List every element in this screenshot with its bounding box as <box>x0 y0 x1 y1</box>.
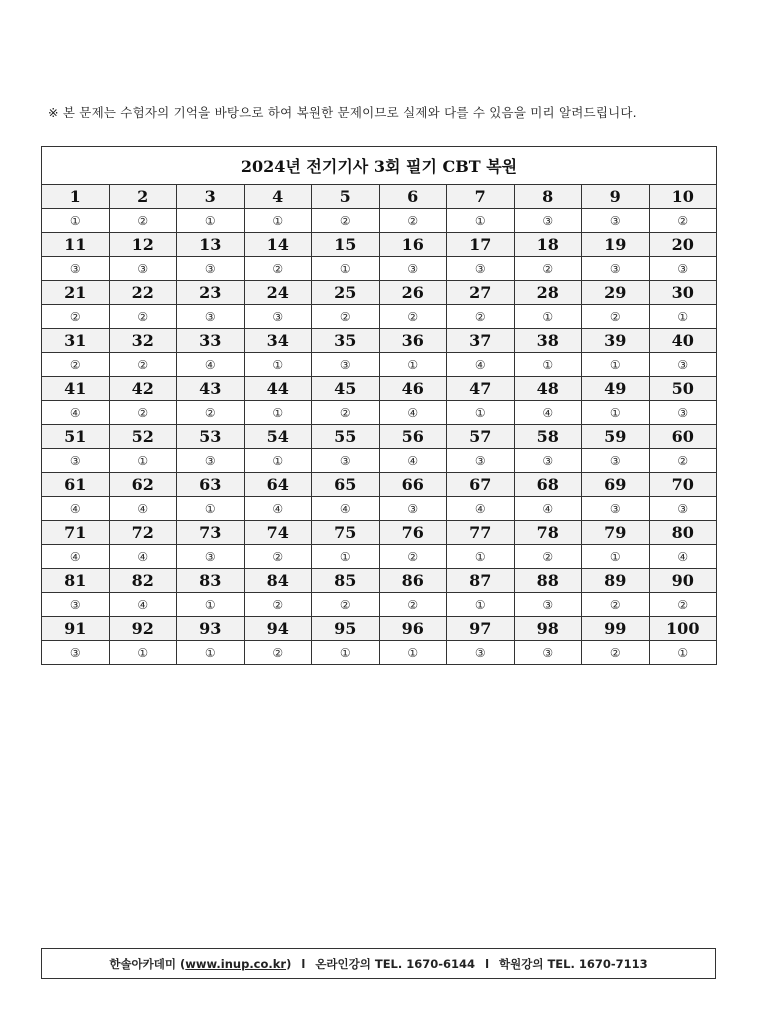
question-number-cell: 42 <box>109 377 177 401</box>
question-number-cell: 58 <box>514 425 582 449</box>
question-number-cell: 34 <box>244 329 312 353</box>
answer-cell: ③ <box>379 257 447 281</box>
question-number-cell: 61 <box>42 473 110 497</box>
answer-cell: ② <box>514 545 582 569</box>
answer-row <box>42 353 717 377</box>
answer-cell: ① <box>177 593 245 617</box>
answer-cell: ① <box>312 641 380 665</box>
question-number-cell: 9 <box>582 185 650 209</box>
answer-cell: ② <box>244 593 312 617</box>
question-number-cell: 35 <box>312 329 380 353</box>
answer-cell: ① <box>379 353 447 377</box>
answer-cell: ② <box>649 593 717 617</box>
answer-cell: ③ <box>514 593 582 617</box>
question-number-row <box>42 329 717 353</box>
answer-cell: ④ <box>244 497 312 521</box>
answer-cell: ① <box>514 353 582 377</box>
question-number-cell: 90 <box>649 569 717 593</box>
answer-cell: ③ <box>649 257 717 281</box>
answer-cell: ③ <box>514 449 582 473</box>
question-number-cell: 87 <box>447 569 515 593</box>
answer-cell: ② <box>312 305 380 329</box>
question-number-cell: 6 <box>379 185 447 209</box>
answer-cell: ④ <box>379 449 447 473</box>
answer-cell: ① <box>177 209 245 233</box>
answer-cell: ② <box>312 401 380 425</box>
answer-cell: ① <box>312 545 380 569</box>
question-number-cell: 46 <box>379 377 447 401</box>
answer-cell: ③ <box>244 305 312 329</box>
answer-cell: ④ <box>514 497 582 521</box>
question-number-cell: 41 <box>42 377 110 401</box>
question-number-cell: 32 <box>109 329 177 353</box>
answer-cell: ① <box>42 209 110 233</box>
question-number-cell: 11 <box>42 233 110 257</box>
question-number-row <box>42 617 717 641</box>
question-number-cell: 3 <box>177 185 245 209</box>
answer-cell: ② <box>514 257 582 281</box>
question-number-cell: 68 <box>514 473 582 497</box>
question-number-cell: 91 <box>42 617 110 641</box>
footer-website-link[interactable]: www.inup.co.kr <box>185 956 287 971</box>
answer-cell: ① <box>649 641 717 665</box>
answer-cell: ④ <box>42 401 110 425</box>
question-number-cell: 14 <box>244 233 312 257</box>
question-number-row <box>42 281 717 305</box>
answer-cell: ② <box>582 593 650 617</box>
question-number-cell: 72 <box>109 521 177 545</box>
question-number-row <box>42 473 717 497</box>
question-number-cell: 73 <box>177 521 245 545</box>
question-number-cell: 97 <box>447 617 515 641</box>
question-number-cell: 49 <box>582 377 650 401</box>
answer-cell: ③ <box>582 257 650 281</box>
answer-cell: ② <box>109 401 177 425</box>
question-number-cell: 80 <box>649 521 717 545</box>
question-number-cell: 53 <box>177 425 245 449</box>
question-number-cell: 82 <box>109 569 177 593</box>
answer-cell: ③ <box>42 593 110 617</box>
question-number-cell: 77 <box>447 521 515 545</box>
question-number-cell: 52 <box>109 425 177 449</box>
answer-cell: ③ <box>42 641 110 665</box>
answer-cell: ② <box>379 593 447 617</box>
question-number-row <box>42 569 717 593</box>
question-number-cell: 25 <box>312 281 380 305</box>
question-number-cell: 22 <box>109 281 177 305</box>
answer-cell: ④ <box>379 401 447 425</box>
footer-separator: l <box>485 956 490 971</box>
answer-cell: ③ <box>312 449 380 473</box>
question-number-cell: 16 <box>379 233 447 257</box>
answer-cell: ④ <box>109 497 177 521</box>
answer-cell: ① <box>447 401 515 425</box>
answer-cell: ① <box>447 593 515 617</box>
answer-cell: ④ <box>312 497 380 521</box>
question-number-cell: 17 <box>447 233 515 257</box>
answer-key-table <box>41 146 717 665</box>
answer-row <box>42 449 717 473</box>
answer-cell: ③ <box>582 497 650 521</box>
question-number-cell: 63 <box>177 473 245 497</box>
question-number-cell: 30 <box>649 281 717 305</box>
answer-cell: ② <box>379 545 447 569</box>
question-number-cell: 45 <box>312 377 380 401</box>
answer-row <box>42 209 717 233</box>
question-number-cell: 70 <box>649 473 717 497</box>
footer-online-phone: 온라인강의 TEL. 1670-6144 <box>315 956 476 971</box>
answer-cell: ② <box>244 641 312 665</box>
answer-cell: ④ <box>447 497 515 521</box>
question-number-cell: 10 <box>649 185 717 209</box>
table-title: 2024년 전기기사 3회 필기 CBT 복원 <box>42 147 717 185</box>
answer-cell: ③ <box>649 401 717 425</box>
question-number-row <box>42 233 717 257</box>
question-number-cell: 23 <box>177 281 245 305</box>
question-number-cell: 19 <box>582 233 650 257</box>
footer-bar: 한솔아카데미 ( www.inup.co.kr ) l 온라인강의 TEL. 1670-6144 l 학원강의 TEL. 1670-7113 <box>41 948 716 979</box>
answer-cell: ④ <box>177 353 245 377</box>
answer-cell: ① <box>379 641 447 665</box>
disclaimer-notice: ※ 본 문제는 수험자의 기억을 바탕으로 하여 복원한 문제이므로 실제와 다를 수 있음을 미리 알려드립니다. <box>48 105 637 120</box>
answer-cell: ① <box>177 497 245 521</box>
answer-cell: ② <box>177 401 245 425</box>
question-number-row <box>42 185 717 209</box>
question-number-cell: 56 <box>379 425 447 449</box>
answer-row <box>42 401 717 425</box>
question-number-row <box>42 425 717 449</box>
question-number-cell: 38 <box>514 329 582 353</box>
question-number-cell: 31 <box>42 329 110 353</box>
question-number-cell: 88 <box>514 569 582 593</box>
answer-cell: ① <box>109 449 177 473</box>
question-number-cell: 89 <box>582 569 650 593</box>
footer-academy: 한솔아카데미 <box>109 956 176 971</box>
question-number-cell: 7 <box>447 185 515 209</box>
question-number-cell: 27 <box>447 281 515 305</box>
question-number-cell: 71 <box>42 521 110 545</box>
question-number-cell: 29 <box>582 281 650 305</box>
answer-cell: ③ <box>109 257 177 281</box>
footer-separator: l <box>301 956 306 971</box>
question-number-cell: 4 <box>244 185 312 209</box>
answer-cell: ② <box>109 209 177 233</box>
answer-cell: ① <box>582 545 650 569</box>
question-number-cell: 86 <box>379 569 447 593</box>
answer-cell: ③ <box>649 497 717 521</box>
answer-cell: ① <box>244 401 312 425</box>
question-number-cell: 84 <box>244 569 312 593</box>
answer-cell: ③ <box>582 209 650 233</box>
answer-cell: ④ <box>42 545 110 569</box>
question-number-cell: 24 <box>244 281 312 305</box>
question-number-cell: 75 <box>312 521 380 545</box>
answer-row <box>42 593 717 617</box>
answer-cell: ③ <box>447 257 515 281</box>
answer-cell: ③ <box>42 449 110 473</box>
answer-cell: ① <box>582 401 650 425</box>
answer-row <box>42 257 717 281</box>
answer-cell: ④ <box>42 497 110 521</box>
question-number-cell: 37 <box>447 329 515 353</box>
answer-cell: ① <box>312 257 380 281</box>
answer-cell: ① <box>177 641 245 665</box>
answer-cell: ① <box>109 641 177 665</box>
question-number-cell: 12 <box>109 233 177 257</box>
question-number-cell: 95 <box>312 617 380 641</box>
answer-cell: ③ <box>312 353 380 377</box>
answer-cell: ③ <box>514 209 582 233</box>
question-number-cell: 57 <box>447 425 515 449</box>
question-number-cell: 39 <box>582 329 650 353</box>
question-number-cell: 100 <box>649 617 717 641</box>
answer-cell: ② <box>379 305 447 329</box>
answer-cell: ② <box>312 209 380 233</box>
answer-cell: ③ <box>379 497 447 521</box>
answer-cell: ② <box>312 593 380 617</box>
answer-cell: ③ <box>582 449 650 473</box>
answer-cell: ① <box>244 353 312 377</box>
question-number-cell: 5 <box>312 185 380 209</box>
answer-cell: ① <box>514 305 582 329</box>
answer-cell: ② <box>379 209 447 233</box>
answer-row <box>42 641 717 665</box>
answer-cell: ③ <box>447 641 515 665</box>
answer-cell: ① <box>244 449 312 473</box>
answer-row <box>42 497 717 521</box>
answer-cell: ① <box>447 545 515 569</box>
answer-row <box>42 545 717 569</box>
question-number-cell: 74 <box>244 521 312 545</box>
question-number-cell: 54 <box>244 425 312 449</box>
question-number-cell: 81 <box>42 569 110 593</box>
question-number-cell: 93 <box>177 617 245 641</box>
answer-cell: ① <box>649 305 717 329</box>
question-number-cell: 94 <box>244 617 312 641</box>
question-number-cell: 33 <box>177 329 245 353</box>
question-number-cell: 83 <box>177 569 245 593</box>
question-number-cell: 48 <box>514 377 582 401</box>
question-number-cell: 55 <box>312 425 380 449</box>
answer-cell: ④ <box>649 545 717 569</box>
answer-cell: ① <box>244 209 312 233</box>
footer-offline-phone: 학원강의 TEL. 1670-7113 <box>499 956 648 971</box>
question-number-cell: 99 <box>582 617 650 641</box>
question-number-cell: 36 <box>379 329 447 353</box>
answer-cell: ② <box>649 449 717 473</box>
question-number-cell: 85 <box>312 569 380 593</box>
question-number-cell: 96 <box>379 617 447 641</box>
question-number-cell: 2 <box>109 185 177 209</box>
answer-cell: ② <box>42 353 110 377</box>
answer-cell: ① <box>447 209 515 233</box>
question-number-cell: 60 <box>649 425 717 449</box>
answer-cell: ② <box>447 305 515 329</box>
question-number-cell: 79 <box>582 521 650 545</box>
answer-cell: ③ <box>42 257 110 281</box>
question-number-row <box>42 521 717 545</box>
answer-cell: ④ <box>109 545 177 569</box>
question-number-cell: 59 <box>582 425 650 449</box>
question-number-cell: 20 <box>649 233 717 257</box>
answer-cell: ③ <box>177 257 245 281</box>
question-number-cell: 50 <box>649 377 717 401</box>
answer-cell: ③ <box>514 641 582 665</box>
answer-cell: ④ <box>447 353 515 377</box>
answer-cell: ② <box>109 353 177 377</box>
question-number-cell: 66 <box>379 473 447 497</box>
question-number-cell: 26 <box>379 281 447 305</box>
question-number-cell: 13 <box>177 233 245 257</box>
answer-row <box>42 305 717 329</box>
question-number-cell: 98 <box>514 617 582 641</box>
answer-cell: ② <box>582 641 650 665</box>
answer-cell: ③ <box>447 449 515 473</box>
answer-cell: ① <box>582 353 650 377</box>
answer-cell: ② <box>649 209 717 233</box>
question-number-cell: 64 <box>244 473 312 497</box>
answer-cell: ④ <box>514 401 582 425</box>
question-number-cell: 51 <box>42 425 110 449</box>
answer-cell: ② <box>244 257 312 281</box>
question-number-cell: 21 <box>42 281 110 305</box>
question-number-cell: 28 <box>514 281 582 305</box>
question-number-row <box>42 377 717 401</box>
question-number-cell: 67 <box>447 473 515 497</box>
question-number-cell: 69 <box>582 473 650 497</box>
question-number-cell: 76 <box>379 521 447 545</box>
question-number-cell: 44 <box>244 377 312 401</box>
question-number-cell: 78 <box>514 521 582 545</box>
answer-cell: ② <box>582 305 650 329</box>
question-number-cell: 92 <box>109 617 177 641</box>
question-number-cell: 43 <box>177 377 245 401</box>
question-number-cell: 47 <box>447 377 515 401</box>
question-number-cell: 65 <box>312 473 380 497</box>
answer-cell: ② <box>109 305 177 329</box>
answer-cell: ④ <box>109 593 177 617</box>
answer-cell: ③ <box>649 353 717 377</box>
question-number-cell: 8 <box>514 185 582 209</box>
question-number-cell: 40 <box>649 329 717 353</box>
question-number-cell: 18 <box>514 233 582 257</box>
answer-cell: ③ <box>177 449 245 473</box>
question-number-cell: 62 <box>109 473 177 497</box>
answer-cell: ② <box>244 545 312 569</box>
answer-cell: ② <box>42 305 110 329</box>
question-number-cell: 15 <box>312 233 380 257</box>
answer-cell: ③ <box>177 545 245 569</box>
question-number-cell: 1 <box>42 185 110 209</box>
answer-cell: ③ <box>177 305 245 329</box>
